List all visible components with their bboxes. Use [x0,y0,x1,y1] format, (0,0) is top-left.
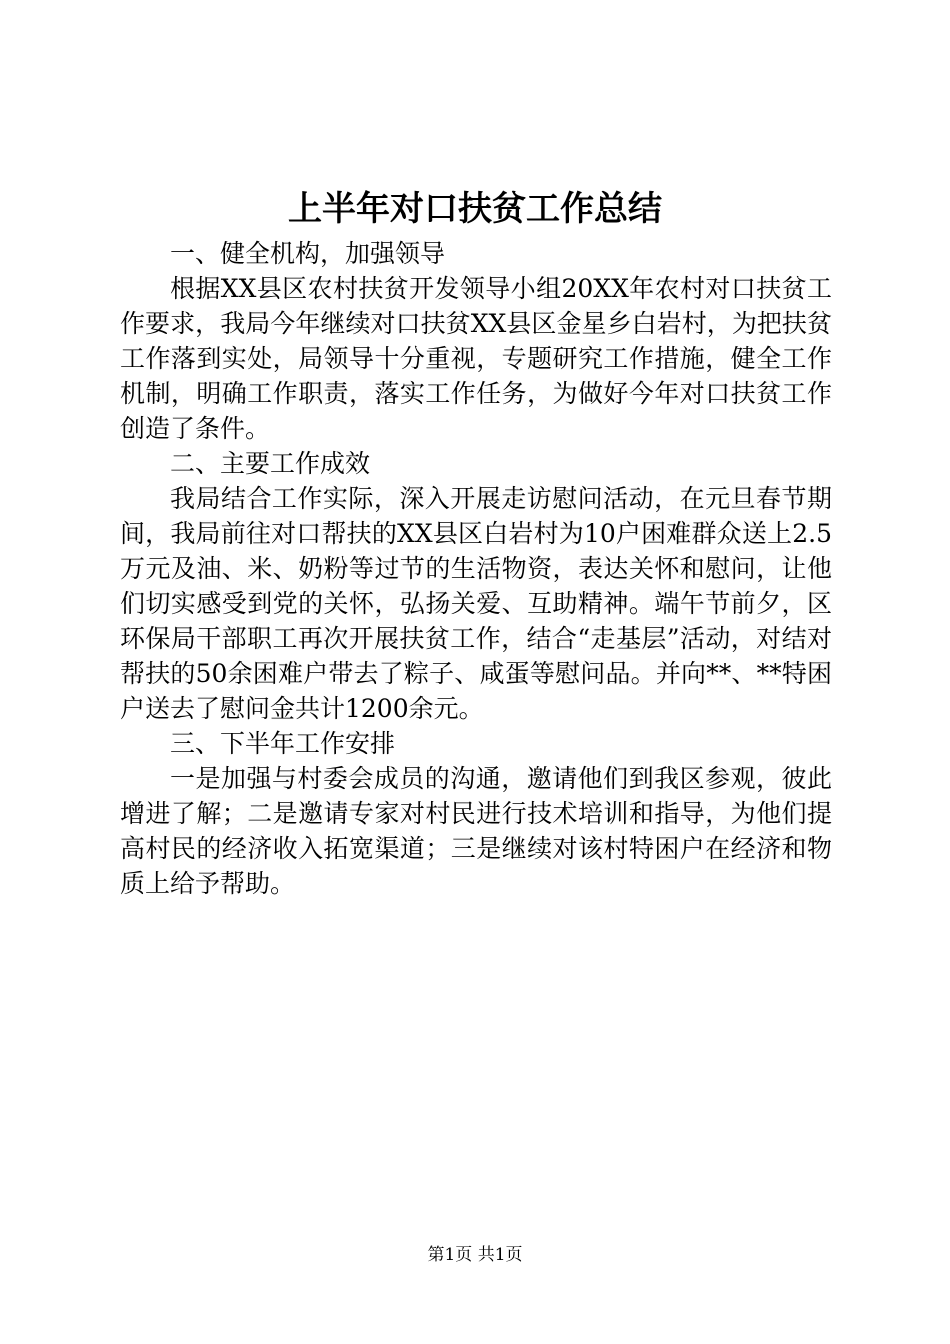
paragraph-3: 一是加强与村委会成员的沟通，邀请他们到我区参观，彼此增进了解；二是邀请专家对村民进行技术培训和指导，为他们提高村民的经济收入拓宽渠道；三是继续对该村特困户在经济和物质上给予帮助。 [120,764,832,898]
paragraph-2: 我局结合工作实际，深入开展走访慰问活动，在元旦春节期间，我局前往对口帮扶的XX县区白岩村为10户困难群众送上2.5万元及油、米、奶粉等过节的生活物资，表达关怀和慰问，让他们切实感受到党的关怀，弘扬关爱、互助精神。端午节前夕，区环保局干部职工再次开展扶贫工作，结合“走基层”活动，对结对帮扶的50余困难户带去了粽子、咸蛋等慰问品。并向**、**特困户送去了慰问金共计1200余元。 [120,484,832,723]
section-heading-2: 二、主要工作成效 [170,449,371,478]
section-heading-3: 三、下半年工作安排 [170,729,396,758]
page-footer: 第1页 共1页 [427,1245,523,1265]
paragraph-1: 根据XX县区农村扶贫开发领导小组20XX年农村对口扶贫工作要求，我局今年继续对口扶贫XX县区金星乡白岩村，为把扶贫工作落到实处，局领导十分重视，专题研究工作措施，健全工作机制，明确工作职责，落实工作任务，为做好今年对口扶贫工作创造了条件。 [120,274,832,443]
document-body [120,236,832,901]
section-heading-1: 一、健全机构，加强领导 [170,239,446,268]
document-title: 上半年对口扶贫工作总结 [288,189,662,229]
